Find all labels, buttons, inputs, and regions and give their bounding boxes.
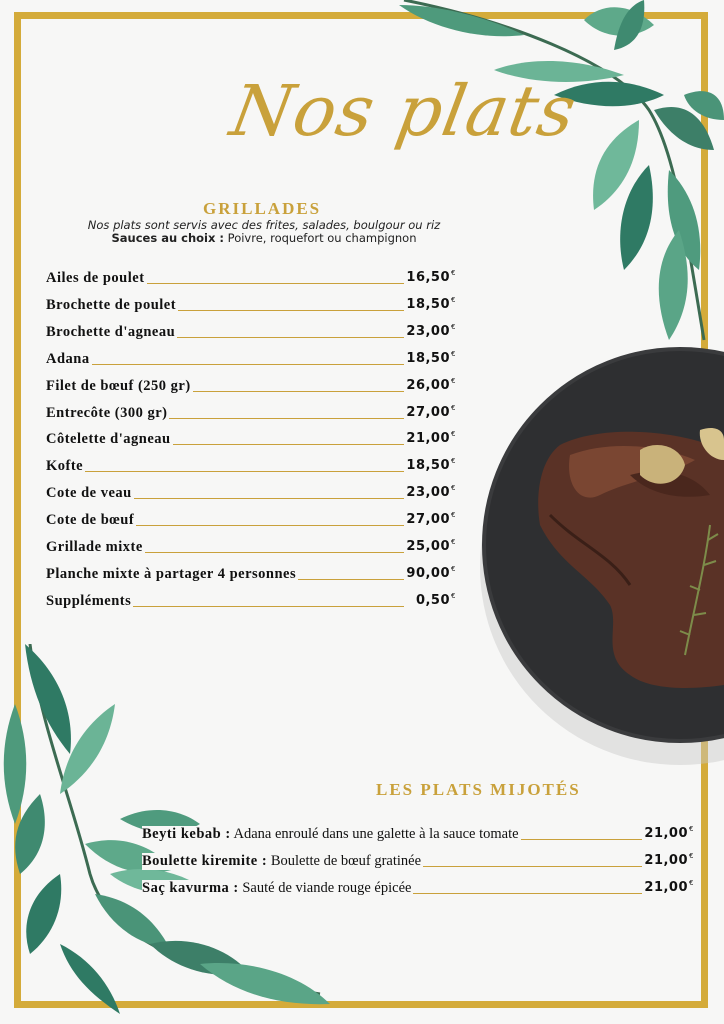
menu-item-name: Filet de bœuf (250 gr) [46,377,191,394]
dotted-leader-line [46,471,404,472]
euro-symbol: € [689,852,694,860]
mijote-item-text [142,853,423,870]
price-value: 27,00 [406,512,451,528]
euro-symbol: € [451,322,456,331]
price-value: 18,50 [406,296,451,312]
menu-item-name: Suppléments [46,592,132,609]
euro-symbol: € [451,457,456,466]
price-value: 23,00 [406,323,451,339]
menu-item-name: Planche mixte à partager 4 personnes [46,565,297,582]
menu-item-name: Entrecôte (300 gr) [46,404,168,421]
menu-item-price [406,269,456,285]
mijote-item-price [644,825,694,841]
menu-item-price [406,565,456,581]
euro-symbol: € [451,484,456,493]
mijote-item-desc: Boulette de bœuf gratinée [270,853,422,869]
euro-symbol: € [451,430,456,439]
mijote-item-text [142,826,521,843]
mijote-item-price [644,879,694,895]
mijote-item-name: Saç kavurma : [142,880,239,896]
page-title: Nos plats [224,70,583,152]
menu-item-price [416,592,456,608]
menu-item-price [406,457,456,473]
euro-symbol: € [451,403,456,412]
mijotes-heading: LES PLATS MIJOTÉS [376,780,581,799]
mijote-item-row [142,850,694,870]
sauce-label: Sauces au choix : [111,231,225,245]
price-value: 25,00 [406,539,451,554]
price-value: 21,00 [406,431,451,447]
price-value: 23,00 [406,485,451,501]
euro-symbol: € [451,349,456,358]
price-value: 21,00 [644,853,689,868]
price-value: 0,50 [415,592,451,608]
menu-item-name: Cote de bœuf [46,512,135,529]
menu-item-row [46,428,456,448]
menu-item-row [46,455,456,475]
menu-item-row [46,482,456,502]
menu-item-name: Cote de veau [46,485,132,502]
menu-item-row [46,536,456,556]
menu-item-name: Kofte [46,458,84,475]
mijote-item-name: Boulette kiremite : [142,853,268,869]
menu-item-name: Grillade mixte [46,539,143,555]
menu-item-price [406,296,456,312]
price-value: 16,50 [406,270,451,285]
menu-item-row [46,509,456,529]
menu-item-row [46,294,456,314]
mijote-item-desc: Sauté de viande rouge épicée [242,880,412,896]
menu-item-price [406,511,456,527]
mijote-item-text [142,880,413,897]
euro-symbol: € [451,376,456,385]
menu-item-row [46,402,456,422]
price-value: 18,50 [406,350,451,366]
menu-item-row [46,590,456,610]
menu-item-row [46,348,456,368]
mijote-item-price [644,852,694,868]
menu-item-row [46,321,456,341]
price-value: 27,00 [406,404,451,420]
menu-item-name: Brochette d'agneau [46,323,176,340]
euro-symbol: € [451,511,456,520]
dotted-leader-line [46,364,404,365]
menu-item-name: Ailes de poulet [46,270,145,286]
euro-symbol: € [451,269,456,277]
euro-symbol: € [451,538,456,546]
menu-item-price [406,323,456,339]
mijote-item-desc: Adana enroulé dans une galette à la sauce tomate [233,826,519,842]
price-value: 21,00 [644,880,689,895]
price-value: 26,00 [406,377,451,393]
menu-item-price [406,350,456,366]
mijote-item-row [142,823,694,843]
sauce-line [46,232,482,245]
euro-symbol: € [451,564,456,573]
served-with-text: Nos plats sont servis avec des frites, salades, boulgour ou riz [87,218,441,232]
price-value: 18,50 [406,458,451,474]
menu-item-price [406,377,456,393]
menu-item-name: Côtelette d'agneau [46,431,171,448]
sauce-options: Poivre, roquefort ou champignon [227,231,417,245]
euro-symbol: € [689,825,694,833]
menu-item-name: Brochette de poulet [46,296,177,313]
price-value: 90,00 [406,565,451,581]
menu-item-row [46,375,456,395]
euro-symbol: € [689,879,694,887]
steak-plate-image [480,345,724,765]
grillades-heading: GRILLADES [203,199,322,218]
menu-item-row [46,563,456,583]
euro-symbol: € [451,591,456,600]
menu-item-price [406,538,456,554]
menu-item-price [406,484,456,500]
price-value: 21,00 [644,826,689,841]
menu-item-price [406,430,456,446]
mijote-item-row [142,877,694,897]
menu-item-row [46,267,456,287]
mijote-item-name: Beyti kebab : [142,826,231,842]
euro-symbol: € [451,295,456,304]
menu-item-name: Adana [46,350,90,367]
menu-item-price [406,404,456,420]
